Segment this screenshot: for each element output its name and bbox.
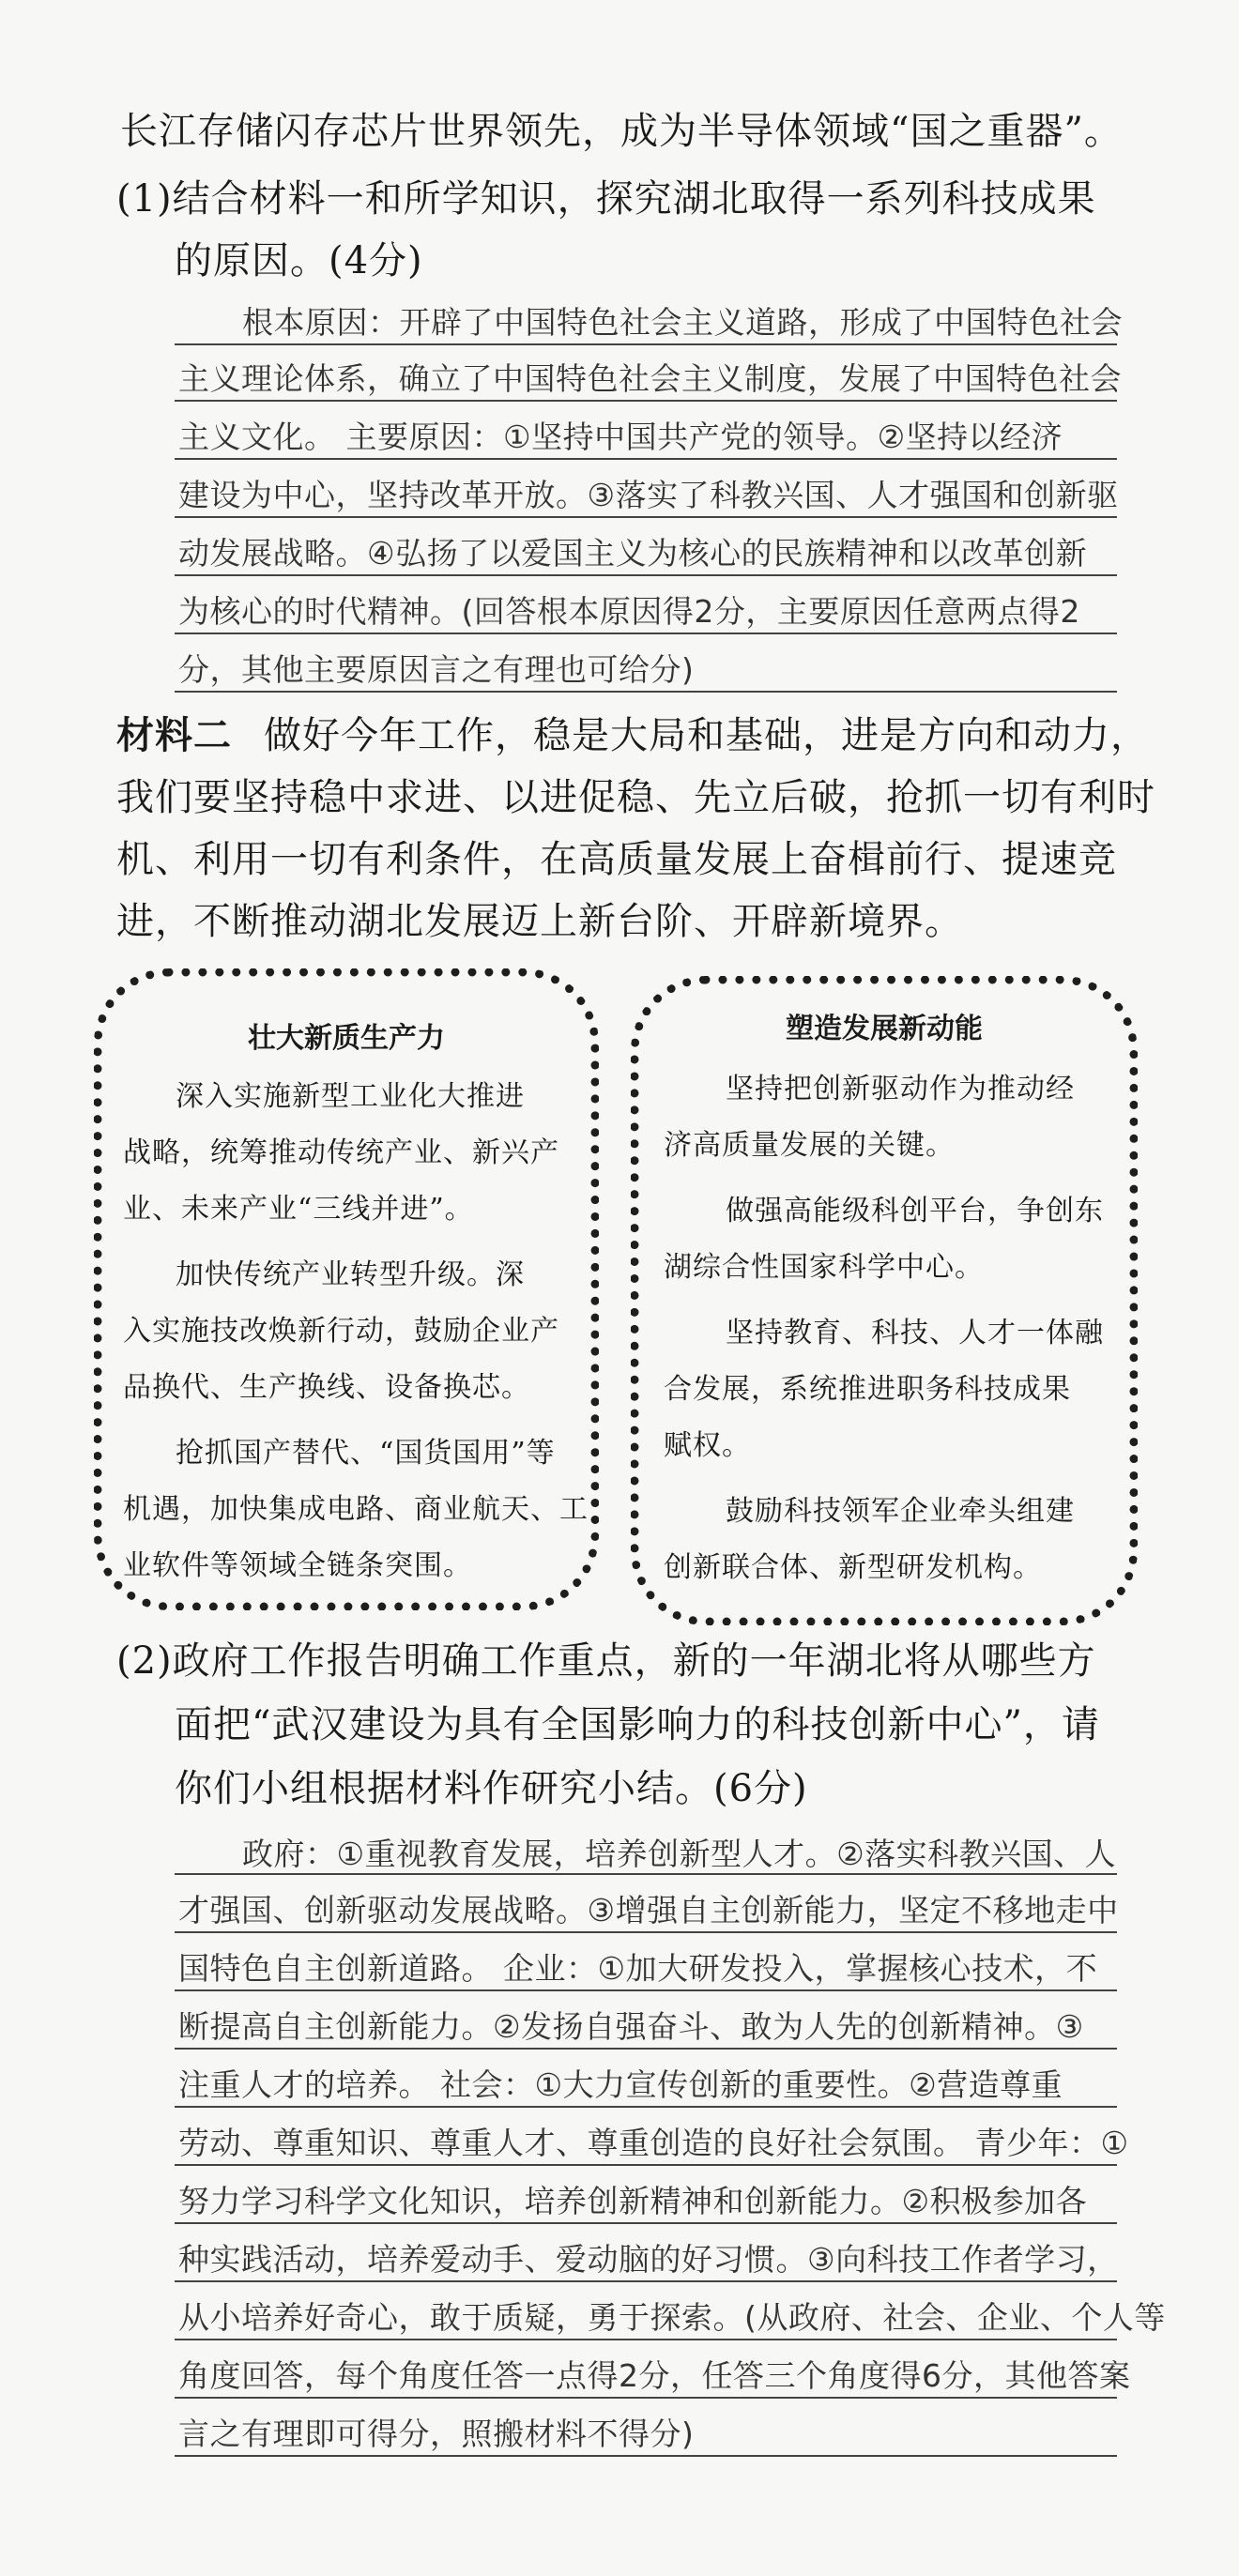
answer-rule — [175, 2455, 1117, 2457]
box-right-line: 鼓励科技领军企业牵头组建 — [726, 1495, 1075, 1528]
box-left-line: 业、未来产业“三线并进”。 — [123, 1193, 474, 1226]
answer-rule — [175, 2164, 1117, 2166]
material2-line: 进，不断推动湖北发展迈上新台阶、开辟新境界。 — [116, 900, 963, 943]
q2-answer-line: 言之有理即可得分，照搬材料不得分) — [178, 2416, 695, 2452]
box-right-line: 创新联合体、新型研发机构。 — [664, 1551, 1042, 1584]
q2-answer-line: 劳动、尊重知识、尊重人才、尊重创造的良好社会氛围。 青少年：① — [178, 2125, 1129, 2161]
answer-rule — [175, 2280, 1117, 2282]
material2-line: 机、利用一切有利条件，在高质量发展上奋楫前行、提速竞 — [116, 838, 1117, 881]
answer-rule — [175, 458, 1117, 460]
box-left-title: 壮大新质生产力 — [248, 1022, 445, 1055]
answer-rule — [175, 2397, 1117, 2399]
box-left-line: 品换代、生产换线、设备换芯。 — [123, 1371, 530, 1404]
q2-answer-line: 种实践活动，培养爱动手、爱动脑的好习惯。③向科技工作者学习， — [178, 2241, 1119, 2278]
box-left-line: 机遇，加快集成电路、商业航天、工 — [123, 1493, 589, 1526]
box-strengthen-productivity — [94, 968, 599, 1610]
answer-rule — [175, 2048, 1117, 2050]
box-left-line: 抢抓国产替代、“国货国用”等 — [176, 1437, 556, 1470]
box-left-line: 入实施技改焕新行动，鼓励企业产 — [123, 1315, 559, 1348]
box-right-line: 湖综合性国家科学中心。 — [664, 1251, 984, 1284]
answer-rule — [175, 1989, 1117, 1991]
intro-line: 长江存储闪存芯片世界领先，成为半导体领域“国之重器”。 — [120, 110, 1123, 153]
answer-rule — [175, 2106, 1117, 2108]
q2-answer-line: 国特色自主创新道路。 企业：①加大研发投入，掌握核心技术，不 — [178, 1950, 1098, 1987]
box-right-line: 赋权。 — [664, 1429, 751, 1462]
material2-label: 材料二 — [116, 713, 232, 757]
q2-answer-line: 从小培养好奇心，敢于质疑，勇于探索。(从政府、社会、企业、个人等 — [178, 2299, 1166, 2336]
box-new-driving-force — [631, 976, 1138, 1625]
q1-answer-line: 主义理论体系，确立了中国特色社会主义制度，发展了中国特色社会 — [178, 360, 1122, 397]
box-left-line: 业软件等领域全链条突围。 — [123, 1549, 472, 1582]
box-right-line: 坚持教育、科技、人才一体融 — [726, 1317, 1104, 1349]
q2-answer-line: 才强国、创新驱动发展战略。③增强自主创新能力，坚定不移地走中 — [178, 1892, 1119, 1928]
q2-answer-line: 角度回答，每个角度任答一点得2分，任答三个角度得6分，其他答案 — [178, 2357, 1131, 2394]
q1-answer-line: 建设为中心，坚持改革开放。③落实了科教兴国、人才强国和创新驱 — [178, 477, 1119, 513]
box-left-line: 深入实施新型工业化大推进 — [176, 1080, 525, 1113]
box-right-title: 塑造发展新动能 — [786, 1013, 983, 1045]
box-left-line: 加快传统产业转型升级。深 — [176, 1258, 525, 1291]
box-right-line: 济高质量发展的关键。 — [664, 1129, 955, 1162]
box-left-line: 战略，统筹推动传统产业、新兴产 — [123, 1136, 559, 1169]
q2-question-line: (2)政府工作报告明确工作重点，新的一年湖北将从哪些方 — [116, 1639, 1096, 1683]
box-right-line: 坚持把创新驱动作为推动经 — [726, 1073, 1075, 1105]
box-right-line: 做强高能级科创平台，争创东 — [726, 1195, 1104, 1227]
q2-answer-line: 政府：①重视教育发展，培养创新型人才。②落实科教兴国、人 — [242, 1836, 1117, 1872]
answer-rule — [175, 1873, 1117, 1875]
answer-rule — [175, 343, 1117, 345]
q1-answer-line: 分，其他主要原因言之有理也可给分) — [178, 651, 695, 688]
material2-line: 做好今年工作，稳是大局和基础，进是方向和动力， — [264, 714, 1149, 757]
q2-answer-line: 努力学习科学文化知识，培养创新精神和创新能力。②积极参加各 — [178, 2183, 1088, 2219]
q1-answer-line: 动发展战略。④弘扬了以爱国主义为核心的民族精神和以改革创新 — [178, 535, 1088, 572]
q1-answer-line: 为核心的时代精神。(回答根本原因得2分，主要原因任意两点得2 — [178, 593, 1080, 630]
box-right-line: 合发展，系统推进职务科技成果 — [664, 1373, 1071, 1406]
q2-question-line: 你们小组根据材料作研究小结。(6分) — [175, 1767, 808, 1810]
answer-rule — [175, 2339, 1117, 2340]
answer-rule — [175, 2222, 1117, 2224]
answer-rule — [175, 633, 1117, 634]
answer-rule — [175, 574, 1117, 576]
answer-rule — [175, 400, 1117, 402]
q2-question-line: 面把“武汉建设为具有全国影响力的科技创新中心”，请 — [175, 1703, 1100, 1746]
q2-answer-line: 断提高自主创新能力。②发扬自强奋斗、敢为人先的创新精神。③ — [178, 2008, 1084, 2045]
material2-line: 我们要坚持稳中求进、以进促稳、先立后破，抢抓一切有利时 — [116, 776, 1155, 819]
material2-first-line — [116, 706, 1149, 759]
answer-rule — [175, 516, 1117, 518]
q2-answer-line: 注重人才的培养。 社会：①大力宣传创新的重要性。②营造尊重 — [178, 2066, 1063, 2103]
answer-rule — [175, 1931, 1117, 1933]
answer-rule — [175, 691, 1117, 693]
q1-answer-line: 根本原因：开辟了中国特色社会主义道路，形成了中国特色社会 — [242, 304, 1123, 341]
q1-question-line: 的原因。(4分) — [175, 239, 423, 282]
q1-question-line: (1)结合材料一和所学知识，探究湖北取得一系列科技成果 — [116, 177, 1096, 221]
q1-answer-line: 主义文化。 主要原因：①坚持中国共产党的领导。②坚持以经济 — [178, 419, 1063, 455]
